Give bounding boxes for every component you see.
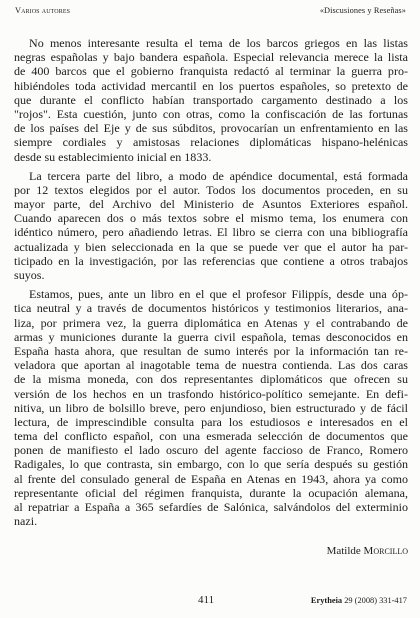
text-line: tica neutral y a través de documentos históricos y testimonios literarios, ana-	[14, 301, 408, 316]
paragraphs	[14, 36, 408, 528]
paragraph	[14, 169, 408, 283]
signature-first-name: Matilde	[326, 545, 361, 557]
journal-volume-pages: 29 (2008) 331-417	[344, 596, 407, 605]
text-line: negras españolas y bajo bandera española. Especial relevancia merece la lista	[14, 50, 408, 65]
text-line: mayor parte, del Archivo del Ministerio de Asuntos Exteriores español.	[14, 197, 408, 212]
text-line: versión de los hechos en un trasfondo histórico-político semejante. En defi-	[14, 386, 408, 401]
paragraph	[14, 36, 408, 164]
running-header-section: «Discusiones y Reseñas»	[319, 6, 406, 15]
text-line: veladora que aportan al inagotable tema de nuestra contienda. Las dos caras	[14, 358, 408, 373]
text-line: nazi.	[14, 514, 38, 529]
text-line: armas y municiones durante la guerra civil española, temas desconocidos en	[14, 329, 408, 344]
text-line: ticipado en la investigación, por las referencias que contiene a otros trabajos	[14, 253, 408, 268]
text-line: Radigales, lo que contrasta, sin embargo, con lo que sería después su gestión	[14, 457, 408, 472]
signature-last-name: Morcillo	[363, 545, 408, 557]
text-line: al frente del consulado general de España en Atenas en 1943, ahora ya como	[14, 471, 408, 486]
text-line: de la misma moneda, con dos representantes diplomáticos que ofrecen su	[14, 372, 408, 387]
text-line: liza, por primera vez, la guerra diplomática en Atenas y el contrabando de	[14, 315, 408, 330]
text-line: España hasta ahora, que resultan de sumo interés por la información tan re-	[14, 343, 408, 358]
text-line: representante oficial del régimen franquista, durante la ocupación alemana,	[14, 485, 408, 500]
text-line: La tercera parte del libro, a modo de apéndice documental, está formada	[29, 168, 408, 183]
running-header-author: Varios autores	[15, 6, 71, 15]
journal-citation	[311, 596, 407, 605]
text-line: de 400 barcos que el gobierno franquista redactó al terminar la guerra pro-	[14, 64, 408, 79]
text-line: Cuando aparecen dos o más textos sobre el mismo tema, los enumera con	[14, 211, 408, 226]
text-line: ponen de manifiesto el lado oscuro del agente faccioso de Franco, Romero	[14, 443, 408, 458]
text-line: al repatriar a España a 365 sefardíes de Salónica, salvándolos del exterminio	[14, 500, 408, 514]
text-line: de los países del Eje y de sus súbditos, provocarían un enfrentamiento en las	[14, 121, 408, 136]
text-line: nitiva, un libro de bolsillo breve, pero enjundioso, bien estructurado y de fácil	[14, 400, 408, 415]
text-line: desde su establecimiento inicial en 1833.	[14, 149, 212, 164]
text-line: suyos.	[14, 268, 45, 282]
text-line: siempre cordiales y amistosas relaciones diplomáticas hispano-helénicas	[14, 135, 408, 150]
text-line: No menos interesante resulta el tema de los barcos griegos en las listas	[29, 36, 408, 50]
signature	[14, 545, 408, 557]
text-line: tema del conflicto español, con una esmerada selección de documentos que	[14, 429, 408, 444]
text-line: que durante el conflicto habían transportado cargamento destinado a los	[14, 92, 408, 107]
text-line: "rojos". Esta cuestión, junto con otras, como la confiscación de las fortunas	[14, 106, 408, 121]
text-line: hibiéndoles toda actividad mercantil en los puertos españoles, so pretexto de	[14, 78, 408, 93]
text-line: por 12 textos elegidos por el autor. Todos los documentos proceden, en su	[14, 182, 408, 197]
review-body	[14, 36, 408, 557]
paragraph	[14, 287, 408, 528]
text-line: lectura, de imprescindible consulta para los estudiosos e interesados en el	[14, 414, 408, 429]
page-number: 411	[198, 594, 215, 606]
text-line: actualizada y bien seleccionada en la que se puede ver que el autor ha par-	[14, 239, 408, 254]
journal-name: Erytheia	[310, 596, 343, 605]
text-line: Estamos, pues, ante un libro en el que el profesor Filippís, desde una óp-	[29, 287, 408, 302]
text-line: idéntico número, pero añadiendo letras. El libro se cierra con una bibliografía	[14, 225, 408, 240]
